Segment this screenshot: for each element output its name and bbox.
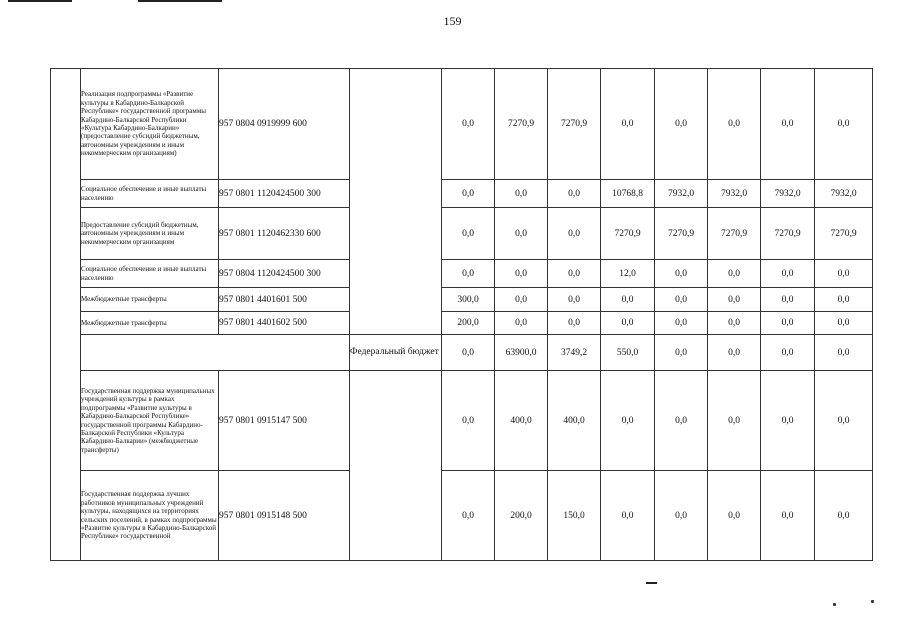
row-description: Социальное обеспечение и иные выплаты населению: [81, 180, 219, 208]
row-description: Социальное обеспечение и иные выплаты населению: [81, 260, 219, 288]
scan-speck: [871, 600, 874, 603]
row-value: 0,0: [548, 260, 601, 288]
row-value: 7932,0: [815, 180, 873, 208]
row-value: 0,0: [601, 371, 655, 471]
row-description: Предоставление субсидий бюджетным, автономным учреждениям и иным некоммерческим организациям: [81, 208, 219, 260]
table-row: [51, 180, 873, 208]
row-description: Государственная поддержка лучших работников муниципальных учреждений культуры, находящихся на территориях сельских поселений, в рамках подпрограммы «Развитие культуры в Кабардино-Балкарской Республике» государственной: [81, 471, 219, 561]
table-row: [51, 288, 873, 312]
row-value: 0,0: [708, 312, 761, 335]
row-value: 0,0: [442, 371, 495, 471]
row-value: 0,0: [761, 288, 815, 312]
row-value: 0,0: [442, 180, 495, 208]
row-budget-code: 957 0801 4401602 500: [219, 312, 350, 335]
budget-table: [50, 68, 873, 561]
row-budget-code: 957 0801 1120462330 600: [219, 208, 350, 260]
row-value: 7270,9: [708, 208, 761, 260]
row-value: 0,0: [655, 335, 708, 371]
table-row: [51, 371, 873, 471]
row-source: [350, 371, 442, 561]
row-value: 0,0: [815, 371, 873, 471]
row-value: 0,0: [601, 471, 655, 561]
row-value: 0,0: [655, 312, 708, 335]
row-value: 0,0: [815, 335, 873, 371]
row-value: 0,0: [761, 335, 815, 371]
table-row: [51, 312, 873, 335]
scan-speck: [833, 603, 836, 606]
row-value: 10768,8: [601, 180, 655, 208]
row-value: 150,0: [548, 471, 601, 561]
row-value: 0,0: [708, 371, 761, 471]
page-number: 159: [443, 14, 462, 28]
row-value: 400,0: [548, 371, 601, 471]
row-value: 0,0: [495, 312, 548, 335]
row-budget-code: 957 0801 0915147 500: [219, 371, 350, 471]
row-value: 0,0: [761, 69, 815, 180]
row-value: 7270,9: [761, 208, 815, 260]
row-value: 7270,9: [548, 69, 601, 180]
row-value: 0,0: [495, 180, 548, 208]
row-budget-code: 957 0804 0919999 600: [219, 69, 350, 180]
top-rule-right: [138, 0, 222, 2]
row-value: 400,0: [495, 371, 548, 471]
top-rule-left: [8, 0, 72, 2]
row-value: 7932,0: [708, 180, 761, 208]
row-value: 0,0: [442, 208, 495, 260]
row-value: 0,0: [601, 288, 655, 312]
row-budget-code: 957 0801 1120424500 300: [219, 180, 350, 208]
row-value: 0,0: [708, 471, 761, 561]
row-value: 0,0: [708, 260, 761, 288]
row-source: [350, 69, 442, 335]
row-value: 0,0: [655, 471, 708, 561]
row-value: 0,0: [815, 260, 873, 288]
row-value: 12,0: [601, 260, 655, 288]
row-value: 300,0: [442, 288, 495, 312]
row-value: 3749,2: [548, 335, 601, 371]
row-value: 0,0: [442, 260, 495, 288]
row-description: Межбюджетные трансферты: [81, 312, 219, 335]
row-value: 0,0: [815, 471, 873, 561]
row-value: 0,0: [442, 69, 495, 180]
table-row: [51, 471, 873, 561]
row-value: 0,0: [655, 260, 708, 288]
row-budget-code: 957 0801 0915148 500: [219, 471, 350, 561]
row-value: 0,0: [601, 69, 655, 180]
row-description: Межбюджетные трансферты: [81, 288, 219, 312]
row-value: 0,0: [548, 180, 601, 208]
row-source: Федеральный бюджет: [350, 335, 442, 371]
bottom-dash-mark: [646, 582, 657, 584]
row-description: [81, 335, 350, 371]
row-value: 0,0: [761, 312, 815, 335]
row-value: 200,0: [495, 471, 548, 561]
row-value: 0,0: [761, 260, 815, 288]
table-row: [51, 69, 873, 180]
row-value: 7932,0: [761, 180, 815, 208]
row-value: 0,0: [495, 208, 548, 260]
row-value: 7270,9: [655, 208, 708, 260]
row-value: 0,0: [761, 471, 815, 561]
row-value: 0,0: [815, 312, 873, 335]
row-description: Государственная поддержка муниципальных учреждений культуры в рамках подпрограммы «Развитие культуры в Кабардино-Балкарской Республике» государственной программы Кабардино-Балкарской Республики «Культура Кабардино-Балкарии» (межбюджетные трансферты): [81, 371, 219, 471]
table-row: [51, 260, 873, 288]
row-value: 0,0: [655, 371, 708, 471]
row-value: 7270,9: [815, 208, 873, 260]
row-value: 0,0: [495, 288, 548, 312]
row-value: 7932,0: [655, 180, 708, 208]
row-value: 0,0: [548, 208, 601, 260]
table-row-federal-budget: [51, 335, 873, 371]
row-value: 0,0: [815, 69, 873, 180]
table-row: [51, 208, 873, 260]
row-value: 63900,0: [495, 335, 548, 371]
row-value: 7270,9: [495, 69, 548, 180]
row-value: 0,0: [548, 312, 601, 335]
row-value: 7270,9: [601, 208, 655, 260]
row-value: 0,0: [601, 312, 655, 335]
row-value: 0,0: [815, 288, 873, 312]
row-budget-code: 957 0804 1120424500 300: [219, 260, 350, 288]
row-value: 550,0: [601, 335, 655, 371]
row-value: 0,0: [655, 69, 708, 180]
row-value: 0,0: [761, 371, 815, 471]
row-value: 0,0: [442, 335, 495, 371]
left-margin-cell: [51, 69, 81, 561]
row-budget-code: 957 0801 4401601 500: [219, 288, 350, 312]
row-value: 0,0: [548, 288, 601, 312]
row-value: 200,0: [442, 312, 495, 335]
row-value: 0,0: [708, 335, 761, 371]
row-value: 0,0: [442, 471, 495, 561]
row-value: 0,0: [495, 260, 548, 288]
row-description: Реализация подпрограммы «Развитие культуры в Кабардино-Балкарской Республике» государственной программы Кабардино-Балкарской Республики «Культура Кабардино-Балкарии» (предоставление субсидий бюджетным, автономным учреждениям и иным некоммерческим организациям): [81, 69, 219, 180]
row-value: 0,0: [708, 69, 761, 180]
row-value: 0,0: [708, 288, 761, 312]
row-value: 0,0: [655, 288, 708, 312]
